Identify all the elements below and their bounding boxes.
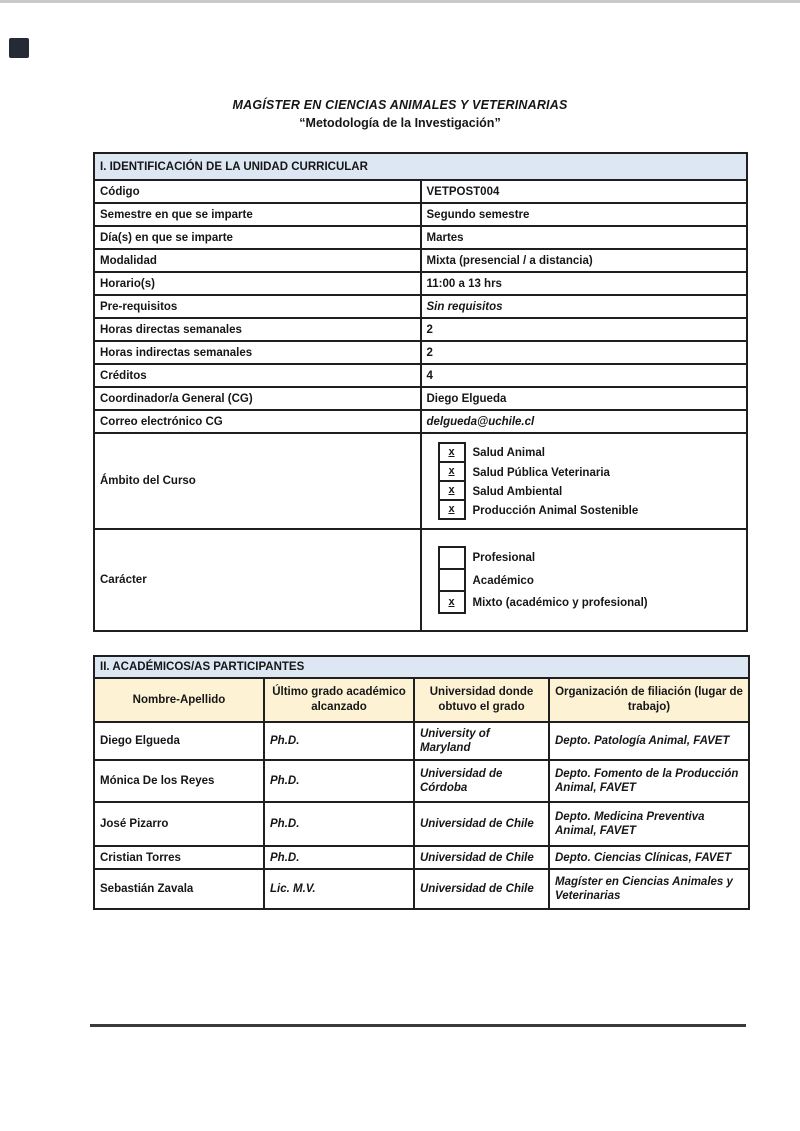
checkbox-mark: x xyxy=(448,446,455,458)
participant-university: Universidad de Chile xyxy=(414,869,549,909)
participant-degree: Ph.D. xyxy=(264,722,414,760)
row-label: Horas indirectas semanales xyxy=(94,341,421,364)
checkbox-option xyxy=(438,592,747,614)
checkbox[interactable] xyxy=(438,461,466,482)
checkbox-option xyxy=(438,482,747,501)
row-label: Ámbito del Curso xyxy=(94,433,421,529)
participant-affiliation: Depto. Patología Animal, FAVET xyxy=(549,722,749,760)
row-label: Pre-requisitos xyxy=(94,295,421,318)
caracter-checkbox-group xyxy=(422,542,747,618)
checkbox[interactable] xyxy=(438,480,466,501)
participant-university: Universidad de Chile xyxy=(414,802,549,846)
identification-section-title: I. IDENTIFICACIÓN DE LA UNIDAD CURRICULAR xyxy=(94,153,747,180)
participant-name: Mónica De los Reyes xyxy=(94,760,264,802)
identification-section-header xyxy=(94,153,747,180)
program-title: MAGÍSTER EN CIENCIAS ANIMALES Y VETERINARIAS xyxy=(232,98,568,112)
checkbox-mark: x xyxy=(448,484,455,496)
column-header: Universidad donde obtuvo el grado xyxy=(414,678,549,722)
checkbox-mark: x xyxy=(448,595,455,608)
participants-table xyxy=(93,655,750,910)
participant-affiliation: Magíster en Ciencias Animales y Veterinarias xyxy=(549,869,749,909)
table-row xyxy=(94,364,747,387)
caracter-row xyxy=(94,529,747,631)
column-header: Último grado académico alcanzado xyxy=(264,678,414,722)
checkbox-option xyxy=(438,546,747,570)
document-header xyxy=(0,96,800,132)
table-row xyxy=(94,272,747,295)
column-header: Nombre-Apellido xyxy=(94,678,264,722)
row-label: Modalidad xyxy=(94,249,421,272)
row-label: Semestre en que se imparte xyxy=(94,203,421,226)
table-row xyxy=(94,180,747,203)
checkbox-option xyxy=(438,463,747,482)
row-value: Segundo semestre xyxy=(421,203,748,226)
checkbox[interactable] xyxy=(438,568,466,592)
row-label: Correo electrónico CG xyxy=(94,410,421,433)
participant-name: Cristian Torres xyxy=(94,846,264,869)
caracter-options-cell xyxy=(421,529,748,631)
row-value: 2 xyxy=(421,318,748,341)
row-label: Horario(s) xyxy=(94,272,421,295)
participant-name: Sebastián Zavala xyxy=(94,869,264,909)
page-top-border xyxy=(0,0,800,3)
checkbox[interactable] xyxy=(438,442,466,463)
corner-logo-square xyxy=(9,38,29,58)
checkbox-label: Profesional xyxy=(472,552,536,564)
table-row xyxy=(94,295,747,318)
table-row xyxy=(94,341,747,364)
checkbox-label: Salud Animal xyxy=(472,446,545,459)
checkbox-label: Salud Pública Veterinaria xyxy=(472,466,610,479)
checkbox[interactable] xyxy=(438,546,466,570)
row-label: Coordinador/a General (CG) xyxy=(94,387,421,410)
participant-degree: Ph.D. xyxy=(264,760,414,802)
row-label: Créditos xyxy=(94,364,421,387)
row-value: 11:00 a 13 hrs xyxy=(421,272,748,295)
row-value: Martes xyxy=(421,226,748,249)
participant-university: Universidad de Chile xyxy=(414,846,549,869)
checkbox-label: Producción Animal Sostenible xyxy=(472,504,639,517)
table-row xyxy=(94,226,747,249)
checkbox[interactable] xyxy=(438,590,466,614)
table-row xyxy=(94,249,747,272)
course-subtitle: “Metodología de la Investigación” xyxy=(299,116,501,131)
row-value: Sin requisitos xyxy=(421,295,748,318)
footer-rule xyxy=(90,1024,746,1027)
participant-degree: Lic. M.V. xyxy=(264,869,414,909)
participant-affiliation: Depto. Medicina Preventiva Animal, FAVET xyxy=(549,802,749,846)
participant-affiliation: Depto. Ciencias Clínicas, FAVET xyxy=(549,846,749,869)
participant-university: University of Maryland xyxy=(414,722,549,760)
row-label: Horas directas semanales xyxy=(94,318,421,341)
checkbox-mark: x xyxy=(448,503,455,515)
row-label: Día(s) en que se imparte xyxy=(94,226,421,249)
ambito-row xyxy=(94,433,747,529)
checkbox-option xyxy=(438,570,747,592)
row-value: VETPOST004 xyxy=(421,180,748,203)
participant-degree: Ph.D. xyxy=(264,802,414,846)
checkbox-label: Salud Ambiental xyxy=(472,485,563,498)
row-value: Mixta (presencial / a distancia) xyxy=(421,249,748,272)
participant-row xyxy=(94,802,749,846)
row-label: Carácter xyxy=(94,529,421,631)
checkbox[interactable] xyxy=(438,499,466,520)
column-header-row xyxy=(94,678,749,722)
row-value: 4 xyxy=(421,364,748,387)
participant-row xyxy=(94,869,749,909)
row-value: Diego Elgueda xyxy=(421,387,748,410)
table-row xyxy=(94,318,747,341)
checkbox-option xyxy=(438,501,747,520)
participant-row xyxy=(94,760,749,802)
ambito-checkbox-group xyxy=(422,438,747,524)
table-row xyxy=(94,203,747,226)
participants-section-header xyxy=(94,656,749,678)
identification-table xyxy=(93,152,748,632)
row-label: Código xyxy=(94,180,421,203)
checkbox-mark: x xyxy=(448,465,455,477)
participant-row xyxy=(94,846,749,869)
checkbox-option xyxy=(438,442,747,463)
row-value: 2 xyxy=(421,341,748,364)
checkbox-label: Mixto (académico y profesional) xyxy=(472,597,648,609)
participant-name: José Pizarro xyxy=(94,802,264,846)
ambito-options-cell xyxy=(421,433,748,529)
table-row xyxy=(94,387,747,410)
checkbox-label: Académico xyxy=(472,575,534,587)
participant-degree: Ph.D. xyxy=(264,846,414,869)
participant-name: Diego Elgueda xyxy=(94,722,264,760)
row-value: delgueda@uchile.cl xyxy=(421,410,748,433)
participant-affiliation: Depto. Fomento de la Producción Animal, FAVET xyxy=(549,760,749,802)
column-header: Organización de filiación (lugar de trabajo) xyxy=(549,678,749,722)
participant-university: Universidad de Córdoba xyxy=(414,760,549,802)
participant-row xyxy=(94,722,749,760)
table-row xyxy=(94,410,747,433)
participants-section-title: II. ACADÉMICOS/AS PARTICIPANTES xyxy=(94,656,749,678)
